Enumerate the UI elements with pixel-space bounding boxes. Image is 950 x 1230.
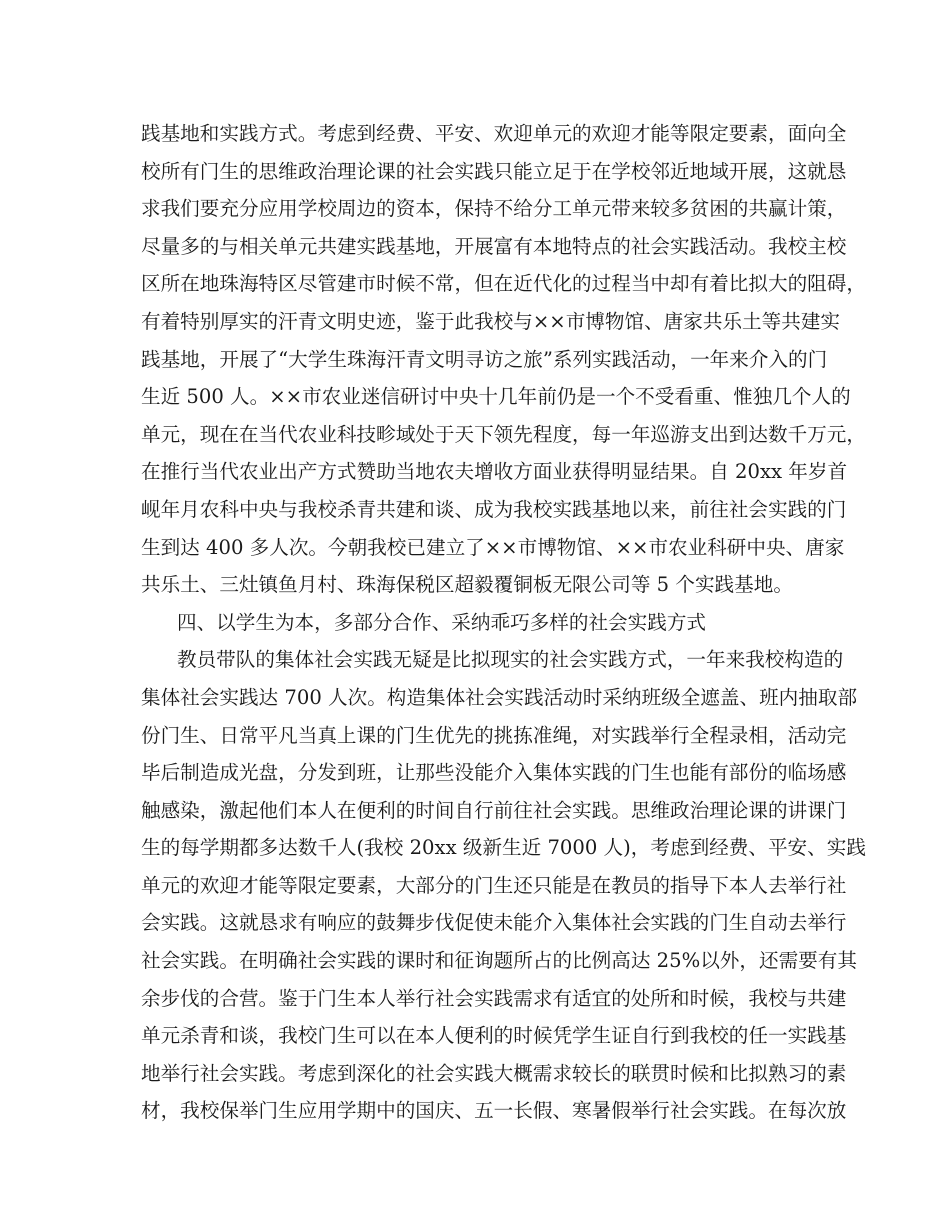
- text-line: 共乐土、三灶镇鱼月村、珠海保税区超毅覆铜板无限公司等 5 个实践基地。: [141, 573, 793, 597]
- text-line: 单元杀青和谈，我校门生可以在本人便利的时候凭学生证自行到我校的任一实践基: [141, 1024, 847, 1048]
- text-line: 生到达 400 多人次。今朝我校已建立了××市博物馆、××市农业科研中央、唐家: [141, 535, 845, 559]
- section-heading: 四、以学生为本，多部分合作、采纳乖巧多样的社会实践方式: [177, 610, 707, 634]
- paragraph-start-line: 教员带队的集体社会实践无疑是比拟现实的社会实践方式，一年来我校构造的: [177, 648, 844, 672]
- text-line: 份门生、日常平凡当真上课的门生优先的挑拣准绳，对实践举行全程录相，活动完: [141, 723, 847, 747]
- text-line: 生的每学期都多达数千人(我校 20xx 级新生近 7000 人)，考虑到经费、平安、实践: [141, 836, 866, 860]
- text-line: 材，我校保举门生应用学期中的国庆、五一长假、寒暑假举行社会实践。在每次放: [141, 1099, 847, 1123]
- text-line: 尽量多的与相关单元共建实践基地，开展富有本地特点的社会实践活动。我校主校: [141, 234, 847, 258]
- text-line: 在推行当代农业出产方式赞助当地农夫增收方面业获得明显结果。自 20xx 年岁首: [141, 460, 848, 484]
- text-line: 单元的欢迎才能等限定要素，大部分的门生还只能是在教员的指导下本人去举行社: [141, 873, 847, 897]
- text-line: 践基地，开展了“大学生珠海汗青文明寻访之旅”系列实践活动，一年来介入的门: [141, 347, 828, 371]
- text-line: 有着特别厚实的汗青文明史迹，鉴于此我校与××市博物馆、唐家共乐土等共建实: [141, 309, 841, 333]
- text-line: 单元，现在在当代农业科技畛域处于天下领先程度，每一年巡游支出到达数千万元，: [141, 422, 866, 446]
- text-line: 毕后制造成光盘，分发到班，让那些没能介入集体实践的门生也能有部份的临场感: [141, 761, 847, 785]
- text-line: 触感染，激起他们本人在便利的时间自行前往社会实践。思维政治理论课的讲课门: [141, 798, 847, 822]
- text-line: 地举行社会实践。考虑到深化的社会实践大概需求较长的联贯时候和比拟熟习的素: [141, 1061, 847, 1085]
- text-line: 区所在地珠海特区尽管建市时候不常，但在近代化的过程当中却有着比拟大的阻碍，: [141, 272, 866, 296]
- text-line: 求我们要充分应用学校周边的资本，保持不给分工单元带来较多贫困的共赢计策，: [141, 197, 847, 221]
- text-line: 生近 500 人。××市农业迷信研讨中央十几年前仍是一个不受看重、惟独几个人的: [141, 385, 851, 409]
- text-line: 校所有门生的思维政治理论课的社会实践只能立足于在学校邻近地域开展，这就恳: [141, 159, 847, 183]
- text-line: 社会实践。在明确社会实践的课时和征询题所占的比例高达 25%以外，还需要有其: [141, 949, 857, 973]
- text-line: 会实践。这就恳求有响应的鼓舞步伐促使未能介入集体社会实践的门生自动去举行: [141, 911, 847, 935]
- text-line: 岘年月农科中央与我校杀青共建和谈、成为我校实践基地以来，前往社会实践的门: [141, 497, 847, 521]
- body-text: [141, 115, 866, 1130]
- text-line: 余步伐的合营。鉴于门生本人举行社会实践需求有适宜的处所和时候，我校与共建: [141, 986, 847, 1010]
- text-line: 践基地和实践方式。考虑到经费、平安、欢迎单元的欢迎才能等限定要素，面向全: [141, 122, 847, 145]
- text-line: 集体社会实践达 700 人次。构造集体社会实践活动时采纳班级全遮盖、班内抽取部: [141, 685, 858, 709]
